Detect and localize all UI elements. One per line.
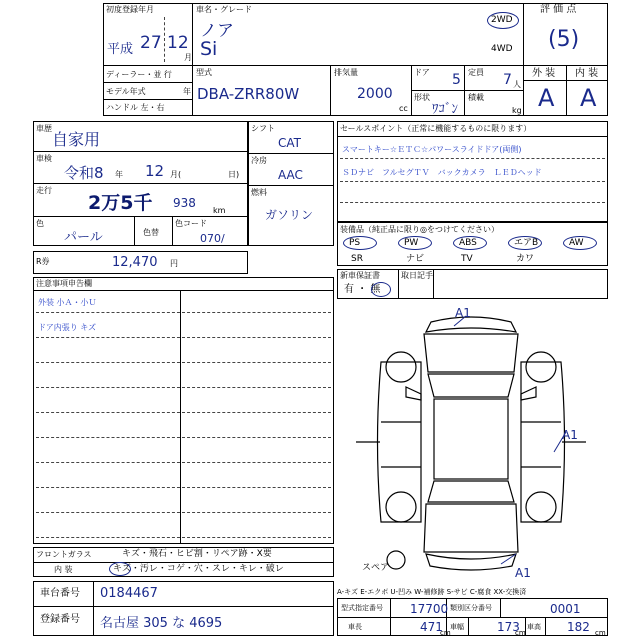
shape-value: ﾜｺﾞﾝ xyxy=(432,102,458,117)
handle-label: ハンドル 左・右 xyxy=(106,103,165,112)
equip-row2-item-2: TV xyxy=(461,254,473,264)
interior-scratch-circle xyxy=(109,562,131,576)
color-change-label: 色替 xyxy=(143,228,159,237)
color-value: パール xyxy=(64,230,103,245)
displacement-label: 排気量 xyxy=(334,68,358,77)
equip-row2-item-1: ナビ xyxy=(406,254,425,264)
warranty-value: 有 ・ 無 xyxy=(344,284,381,295)
equip-item-4: AW xyxy=(569,238,584,248)
shift-label: シフト xyxy=(251,124,275,133)
first-reg-year: 27 xyxy=(140,33,162,53)
spec-height-label: 車高 xyxy=(527,623,541,631)
interior-opt-label: 内 装 xyxy=(54,565,73,574)
damage-legend: A-キズ E-エクボ U-凹み W-補修跡 S-サビ C-腐食 XX-交換済 xyxy=(337,588,527,596)
equip-item-3: エアB xyxy=(514,238,539,248)
cc-unit: cc xyxy=(399,104,408,113)
fuel-value: ガソリン xyxy=(265,208,314,222)
exterior-grade: A xyxy=(538,84,555,112)
model-year-label: モデル年式 xyxy=(106,87,146,96)
displacement-value: 2000 xyxy=(357,86,393,102)
cm-unit-3: cm xyxy=(595,629,606,637)
plate-label: 登録番号 xyxy=(40,614,80,625)
shape-label: 形状 xyxy=(414,93,430,102)
shift-value: CAT xyxy=(278,136,301,150)
usage-value: 自家用 xyxy=(52,130,101,149)
type-label: 型式 xyxy=(196,68,212,77)
color-label: 色 xyxy=(36,219,44,228)
car-damage-diagram xyxy=(336,302,608,584)
sales-line1: スマートキー☆ＥＴＣ☆パワースライドドア(両側) xyxy=(342,145,522,154)
interior-options: キズ・汚レ・コゲ・穴・スレ・キレ・破レ xyxy=(113,564,284,574)
yen-unit: 円 xyxy=(170,259,178,268)
notes-section xyxy=(33,277,334,544)
notes-line xyxy=(36,362,331,363)
eval-score: (5) xyxy=(548,27,580,52)
equip-row2-item-3: カワ xyxy=(516,254,535,264)
drive-4wd: 4WD xyxy=(491,44,513,54)
cm-unit-2: cm xyxy=(515,629,526,637)
capacity-label: 定員 xyxy=(468,68,484,77)
equip-item-2: ABS xyxy=(459,238,477,248)
type-value: DBA-ZRR80W xyxy=(197,85,300,103)
recycle-label: R券 xyxy=(36,257,50,266)
notes-line xyxy=(36,312,331,313)
year-unit: 年 xyxy=(183,87,191,96)
first-reg-era: 平成 xyxy=(107,42,134,57)
door-label: ドア xyxy=(414,68,430,77)
spec-len-value: 471 xyxy=(420,620,443,634)
capacity-value: 7 xyxy=(503,72,512,88)
equip-row2-item-0: SR xyxy=(351,254,363,264)
equipment-label: 装備品（純正品に限り◎をつけてください） xyxy=(340,225,499,234)
manual-label: 取日記手 xyxy=(401,271,433,280)
color-code-value: 070/ xyxy=(200,232,225,245)
mark-a1-side: A1 xyxy=(562,428,578,442)
kg-unit: kg xyxy=(512,106,522,115)
notes-line xyxy=(36,387,331,388)
notes-line xyxy=(36,337,331,338)
mileage-main: 2万5千 xyxy=(88,192,153,214)
cm-unit-1: cm xyxy=(440,629,451,637)
chassis-label: 車台番号 xyxy=(40,588,80,599)
notes-line xyxy=(36,487,331,488)
chassis-value: 0184467 xyxy=(100,586,158,601)
load-label: 積載 xyxy=(468,93,484,102)
door-value: 5 xyxy=(452,72,461,88)
drive-2wd: 2WD xyxy=(491,15,513,25)
car-grade: Si xyxy=(200,38,218,60)
eval-label: 評 価 点 xyxy=(540,4,577,15)
first-reg-month: 12 xyxy=(167,33,189,53)
fuel-label: 燃料 xyxy=(251,188,267,197)
aircon-value: AAC xyxy=(278,168,303,182)
spec-width-label: 車幅 xyxy=(450,623,464,631)
notes-line1: 外装 小Ａ・小Ｕ xyxy=(38,298,97,307)
spec-class-value: 0001 xyxy=(550,602,581,616)
notes-line xyxy=(36,462,331,463)
inspection-day-unit: 日) xyxy=(228,170,240,179)
inspection-era: 令和8 xyxy=(64,164,104,182)
equip-item-0: PS xyxy=(349,238,361,248)
sales-line2: ＳＤナビ フルセグＴＶ バックカメラ ＬＥＤヘッド xyxy=(342,168,542,177)
km-unit: km xyxy=(213,206,226,215)
spec-type-label: 型式指定番号 xyxy=(341,604,383,612)
notes-label: 注意事項申告欄 xyxy=(36,279,92,288)
plate-value: 名古屋 305 な 4695 xyxy=(100,616,223,631)
notes-line2: ドア内張り キズ xyxy=(38,323,97,332)
exterior-label: 外 装 xyxy=(532,68,556,79)
mileage-label: 走行 xyxy=(36,186,52,195)
color-code-label: 色コード xyxy=(175,219,207,228)
recycle-value: 12,470 xyxy=(112,255,158,270)
car-name: ノア xyxy=(200,21,234,41)
sales-points-label: セールスポイント（正常に機能するものに限ります） xyxy=(340,124,532,133)
warranty-label: 新車保証書 xyxy=(340,271,380,280)
notes-line xyxy=(36,537,331,538)
capacity-unit: 人 xyxy=(513,80,521,89)
interior-grade: A xyxy=(580,84,597,112)
equip-item-1: PW xyxy=(404,238,419,248)
month-unit: 月 xyxy=(184,53,192,62)
warranty-circle xyxy=(371,282,391,297)
interior-label: 内 装 xyxy=(575,68,599,79)
first-reg-label: 初度登録年月 xyxy=(106,5,154,14)
glass-label: フロントガラス xyxy=(36,550,92,559)
glass-options: キズ・飛石・ヒビ割・リペア跡・X要 xyxy=(122,549,272,559)
inspection-label: 車検 xyxy=(36,154,52,163)
mark-a1-top: A1 xyxy=(455,306,471,320)
aircon-label: 冷房 xyxy=(251,156,267,165)
mileage-sub: 938 xyxy=(173,196,196,210)
notes-line xyxy=(36,512,331,513)
inspection-month-unit: 月( xyxy=(170,170,182,179)
usage-label: 車歴 xyxy=(36,124,52,133)
mark-a1-bottom: A1 xyxy=(515,566,531,580)
spec-width-value: 173 xyxy=(497,620,520,634)
car-name-label: 車名・グレード xyxy=(196,5,252,14)
spec-type-value: 17700 xyxy=(410,602,449,616)
dealer-label: ディーラー・並 行 xyxy=(106,70,172,79)
spec-class-label: 類別区分番号 xyxy=(450,604,492,612)
notes-line xyxy=(36,412,331,413)
spec-len-label: 車長 xyxy=(348,623,362,631)
inspection-month: 12 xyxy=(145,162,165,180)
spec-height-value: 182 xyxy=(567,620,590,634)
spare-label: スペア xyxy=(362,563,390,573)
inspection-year-unit: 年 xyxy=(115,170,123,179)
notes-line xyxy=(36,437,331,438)
